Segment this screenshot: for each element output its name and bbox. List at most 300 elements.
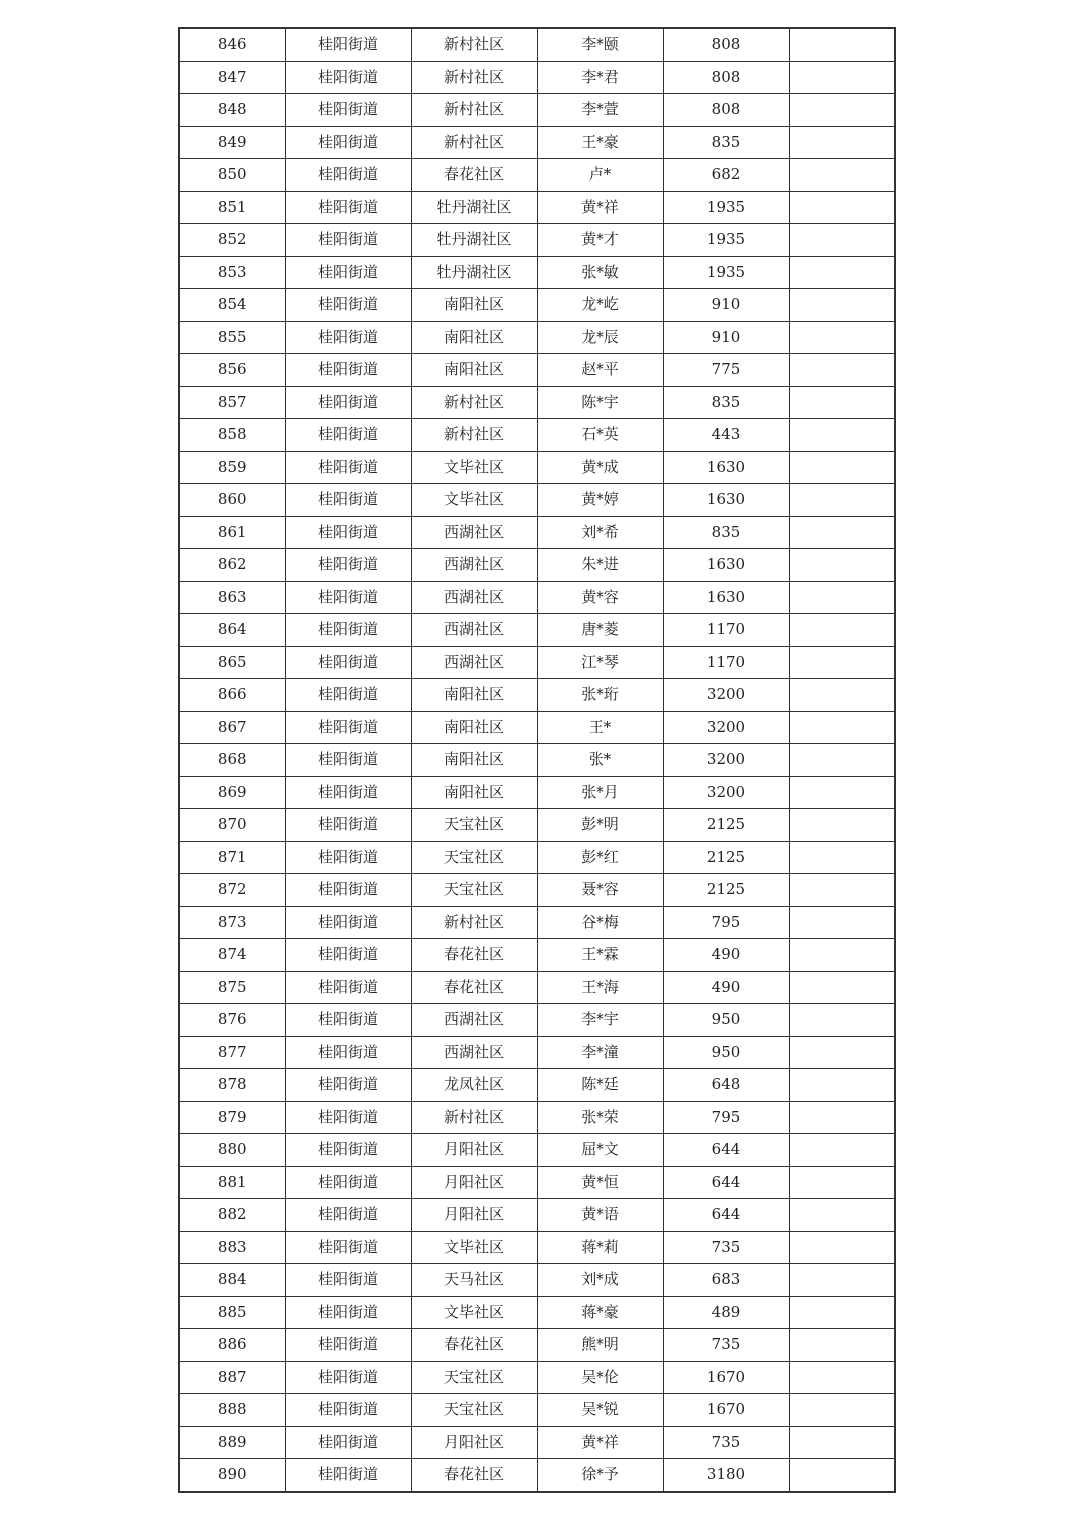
serial-number-cell: 871: [179, 841, 285, 874]
serial-number-cell: 870: [179, 809, 285, 842]
community-cell: 春花社区: [411, 939, 537, 972]
name-cell: 李*萱: [537, 94, 663, 127]
table-row: [179, 809, 895, 842]
name-cell: 刘*希: [537, 516, 663, 549]
name-cell: 彭*红: [537, 841, 663, 874]
table-row: [179, 191, 895, 224]
amount-cell: 3200: [663, 776, 789, 809]
table-body: [179, 28, 895, 1492]
name-cell: 石*英: [537, 419, 663, 452]
remark-cell: [789, 61, 895, 94]
remark-cell: [789, 1166, 895, 1199]
table-row: [179, 646, 895, 679]
community-cell: 文毕社区: [411, 484, 537, 517]
name-cell: 王*豪: [537, 126, 663, 159]
street-cell: 桂阳街道: [285, 1199, 411, 1232]
table-row: [179, 1394, 895, 1427]
name-cell: 徐*予: [537, 1459, 663, 1492]
name-cell: 黄*容: [537, 581, 663, 614]
name-cell: 黄*恒: [537, 1166, 663, 1199]
community-cell: 新村社区: [411, 1101, 537, 1134]
serial-number-cell: 850: [179, 159, 285, 192]
community-cell: 牡丹湖社区: [411, 256, 537, 289]
name-cell: 张*荣: [537, 1101, 663, 1134]
serial-number-cell: 884: [179, 1264, 285, 1297]
serial-number-cell: 848: [179, 94, 285, 127]
amount-cell: 490: [663, 971, 789, 1004]
name-cell: 谷*梅: [537, 906, 663, 939]
street-cell: 桂阳街道: [285, 971, 411, 1004]
table-row: [179, 256, 895, 289]
remark-cell: [789, 1134, 895, 1167]
table-row: [179, 1296, 895, 1329]
table-row: [179, 61, 895, 94]
community-cell: 龙凤社区: [411, 1069, 537, 1102]
table-row: [179, 419, 895, 452]
name-cell: 龙*辰: [537, 321, 663, 354]
table-row: [179, 1459, 895, 1492]
serial-number-cell: 879: [179, 1101, 285, 1134]
street-cell: 桂阳街道: [285, 1166, 411, 1199]
remark-cell: [789, 451, 895, 484]
remark-cell: [789, 28, 895, 61]
amount-cell: 735: [663, 1231, 789, 1264]
amount-cell: 3200: [663, 679, 789, 712]
amount-cell: 3200: [663, 711, 789, 744]
name-cell: 蒋*莉: [537, 1231, 663, 1264]
name-cell: 黄*祥: [537, 191, 663, 224]
amount-cell: 808: [663, 28, 789, 61]
table-row: [179, 581, 895, 614]
serial-number-cell: 855: [179, 321, 285, 354]
street-cell: 桂阳街道: [285, 1004, 411, 1037]
table-row: [179, 679, 895, 712]
street-cell: 桂阳街道: [285, 159, 411, 192]
street-cell: 桂阳街道: [285, 1459, 411, 1492]
remark-cell: [789, 191, 895, 224]
street-cell: 桂阳街道: [285, 126, 411, 159]
table-row: [179, 1329, 895, 1362]
name-cell: 王*霖: [537, 939, 663, 972]
serial-number-cell: 872: [179, 874, 285, 907]
remark-cell: [789, 776, 895, 809]
table-row: [179, 1166, 895, 1199]
serial-number-cell: 880: [179, 1134, 285, 1167]
amount-cell: 1630: [663, 451, 789, 484]
remark-cell: [789, 1101, 895, 1134]
table-row: [179, 1069, 895, 1102]
serial-number-cell: 888: [179, 1394, 285, 1427]
name-cell: 李*颐: [537, 28, 663, 61]
name-cell: 唐*菱: [537, 614, 663, 647]
serial-number-cell: 877: [179, 1036, 285, 1069]
street-cell: 桂阳街道: [285, 1296, 411, 1329]
remark-cell: [789, 256, 895, 289]
remark-cell: [789, 1361, 895, 1394]
remark-cell: [789, 679, 895, 712]
remark-cell: [789, 874, 895, 907]
table-row: [179, 614, 895, 647]
community-cell: 月阳社区: [411, 1426, 537, 1459]
community-cell: 新村社区: [411, 28, 537, 61]
table-row: [179, 516, 895, 549]
serial-number-cell: 875: [179, 971, 285, 1004]
street-cell: 桂阳街道: [285, 61, 411, 94]
amount-cell: 489: [663, 1296, 789, 1329]
serial-number-cell: 857: [179, 386, 285, 419]
amount-cell: 3200: [663, 744, 789, 777]
table-row: [179, 1199, 895, 1232]
serial-number-cell: 885: [179, 1296, 285, 1329]
remark-cell: [789, 939, 895, 972]
name-cell: 黄*成: [537, 451, 663, 484]
serial-number-cell: 883: [179, 1231, 285, 1264]
serial-number-cell: 886: [179, 1329, 285, 1362]
serial-number-cell: 881: [179, 1166, 285, 1199]
community-cell: 新村社区: [411, 94, 537, 127]
table-row: [179, 906, 895, 939]
street-cell: 桂阳街道: [285, 1264, 411, 1297]
table-row: [179, 354, 895, 387]
name-cell: 陈*宇: [537, 386, 663, 419]
street-cell: 桂阳街道: [285, 256, 411, 289]
remark-cell: [789, 1329, 895, 1362]
amount-cell: 644: [663, 1199, 789, 1232]
street-cell: 桂阳街道: [285, 1426, 411, 1459]
serial-number-cell: 858: [179, 419, 285, 452]
street-cell: 桂阳街道: [285, 1329, 411, 1362]
street-cell: 桂阳街道: [285, 1231, 411, 1264]
table-row: [179, 841, 895, 874]
name-cell: 聂*容: [537, 874, 663, 907]
amount-cell: 644: [663, 1134, 789, 1167]
serial-number-cell: 861: [179, 516, 285, 549]
community-cell: 月阳社区: [411, 1166, 537, 1199]
remark-cell: [789, 126, 895, 159]
table-row: [179, 711, 895, 744]
community-cell: 南阳社区: [411, 354, 537, 387]
street-cell: 桂阳街道: [285, 1069, 411, 1102]
community-cell: 新村社区: [411, 906, 537, 939]
remark-cell: [789, 321, 895, 354]
name-cell: 吴*锐: [537, 1394, 663, 1427]
name-cell: 熊*明: [537, 1329, 663, 1362]
name-cell: 卢*: [537, 159, 663, 192]
street-cell: 桂阳街道: [285, 581, 411, 614]
amount-cell: 1170: [663, 614, 789, 647]
community-cell: 春花社区: [411, 1329, 537, 1362]
amount-cell: 1630: [663, 484, 789, 517]
name-cell: 张*月: [537, 776, 663, 809]
street-cell: 桂阳街道: [285, 224, 411, 257]
amount-cell: 775: [663, 354, 789, 387]
amount-cell: 644: [663, 1166, 789, 1199]
community-cell: 新村社区: [411, 126, 537, 159]
community-cell: 春花社区: [411, 971, 537, 1004]
community-cell: 西湖社区: [411, 549, 537, 582]
name-cell: 蒋*豪: [537, 1296, 663, 1329]
remark-cell: [789, 1069, 895, 1102]
table-row: [179, 28, 895, 61]
amount-cell: 950: [663, 1004, 789, 1037]
amount-cell: 682: [663, 159, 789, 192]
community-cell: 新村社区: [411, 419, 537, 452]
serial-number-cell: 887: [179, 1361, 285, 1394]
remark-cell: [789, 354, 895, 387]
table-row: [179, 484, 895, 517]
remark-cell: [789, 646, 895, 679]
community-cell: 天宝社区: [411, 1394, 537, 1427]
amount-cell: 795: [663, 1101, 789, 1134]
street-cell: 桂阳街道: [285, 874, 411, 907]
community-cell: 春花社区: [411, 1459, 537, 1492]
serial-number-cell: 889: [179, 1426, 285, 1459]
remark-cell: [789, 614, 895, 647]
street-cell: 桂阳街道: [285, 711, 411, 744]
community-cell: 月阳社区: [411, 1199, 537, 1232]
remark-cell: [789, 484, 895, 517]
street-cell: 桂阳街道: [285, 354, 411, 387]
amount-cell: 2125: [663, 874, 789, 907]
street-cell: 桂阳街道: [285, 939, 411, 972]
community-cell: 西湖社区: [411, 1036, 537, 1069]
community-cell: 牡丹湖社区: [411, 224, 537, 257]
name-cell: 李*君: [537, 61, 663, 94]
community-cell: 天宝社区: [411, 809, 537, 842]
community-cell: 南阳社区: [411, 679, 537, 712]
remark-cell: [789, 1296, 895, 1329]
amount-cell: 808: [663, 94, 789, 127]
street-cell: 桂阳街道: [285, 516, 411, 549]
remark-cell: [789, 809, 895, 842]
table-row: [179, 971, 895, 1004]
street-cell: 桂阳街道: [285, 321, 411, 354]
name-cell: 张*珩: [537, 679, 663, 712]
table-row: [179, 94, 895, 127]
table-row: [179, 1231, 895, 1264]
community-cell: 牡丹湖社区: [411, 191, 537, 224]
serial-number-cell: 878: [179, 1069, 285, 1102]
community-cell: 天宝社区: [411, 1361, 537, 1394]
name-cell: 赵*平: [537, 354, 663, 387]
table-row: [179, 1264, 895, 1297]
table-row: [179, 1036, 895, 1069]
remark-cell: [789, 1459, 895, 1492]
amount-cell: 1170: [663, 646, 789, 679]
name-cell: 吴*伦: [537, 1361, 663, 1394]
amount-cell: 835: [663, 516, 789, 549]
community-cell: 天马社区: [411, 1264, 537, 1297]
amount-cell: 2125: [663, 841, 789, 874]
table-row: [179, 224, 895, 257]
remark-cell: [789, 1004, 895, 1037]
remark-cell: [789, 159, 895, 192]
serial-number-cell: 864: [179, 614, 285, 647]
remark-cell: [789, 711, 895, 744]
street-cell: 桂阳街道: [285, 776, 411, 809]
amount-cell: 1670: [663, 1361, 789, 1394]
amount-cell: 950: [663, 1036, 789, 1069]
serial-number-cell: 863: [179, 581, 285, 614]
name-cell: 李*潼: [537, 1036, 663, 1069]
amount-cell: 1935: [663, 191, 789, 224]
remark-cell: [789, 1394, 895, 1427]
serial-number-cell: 849: [179, 126, 285, 159]
serial-number-cell: 847: [179, 61, 285, 94]
name-cell: 黄*婷: [537, 484, 663, 517]
amount-cell: 735: [663, 1329, 789, 1362]
remark-cell: [789, 581, 895, 614]
serial-number-cell: 876: [179, 1004, 285, 1037]
serial-number-cell: 874: [179, 939, 285, 972]
community-cell: 南阳社区: [411, 776, 537, 809]
amount-cell: 795: [663, 906, 789, 939]
remark-cell: [789, 94, 895, 127]
amount-cell: 3180: [663, 1459, 789, 1492]
community-cell: 新村社区: [411, 386, 537, 419]
serial-number-cell: 882: [179, 1199, 285, 1232]
serial-number-cell: 854: [179, 289, 285, 322]
name-cell: 黄*祥: [537, 1426, 663, 1459]
street-cell: 桂阳街道: [285, 646, 411, 679]
name-cell: 黄*语: [537, 1199, 663, 1232]
table-row: [179, 744, 895, 777]
serial-number-cell: 868: [179, 744, 285, 777]
street-cell: 桂阳街道: [285, 386, 411, 419]
serial-number-cell: 859: [179, 451, 285, 484]
table-row: [179, 874, 895, 907]
serial-number-cell: 865: [179, 646, 285, 679]
table-row: [179, 776, 895, 809]
remark-cell: [789, 906, 895, 939]
table-row: [179, 159, 895, 192]
name-cell: 王*海: [537, 971, 663, 1004]
table-row: [179, 126, 895, 159]
name-cell: 屈*文: [537, 1134, 663, 1167]
amount-cell: 910: [663, 289, 789, 322]
amount-cell: 835: [663, 126, 789, 159]
street-cell: 桂阳街道: [285, 809, 411, 842]
remark-cell: [789, 419, 895, 452]
table-row: [179, 451, 895, 484]
serial-number-cell: 862: [179, 549, 285, 582]
remark-cell: [789, 1231, 895, 1264]
amount-cell: 683: [663, 1264, 789, 1297]
name-cell: 张*: [537, 744, 663, 777]
remark-cell: [789, 1036, 895, 1069]
remark-cell: [789, 1264, 895, 1297]
serial-number-cell: 867: [179, 711, 285, 744]
table-row: [179, 1134, 895, 1167]
community-cell: 文毕社区: [411, 1231, 537, 1264]
community-cell: 西湖社区: [411, 581, 537, 614]
community-cell: 西湖社区: [411, 614, 537, 647]
serial-number-cell: 853: [179, 256, 285, 289]
street-cell: 桂阳街道: [285, 1036, 411, 1069]
table-row: [179, 321, 895, 354]
amount-cell: 443: [663, 419, 789, 452]
amount-cell: 1935: [663, 256, 789, 289]
name-cell: 张*敏: [537, 256, 663, 289]
street-cell: 桂阳街道: [285, 549, 411, 582]
serial-number-cell: 851: [179, 191, 285, 224]
amount-cell: 1935: [663, 224, 789, 257]
amount-cell: 835: [663, 386, 789, 419]
street-cell: 桂阳街道: [285, 679, 411, 712]
community-cell: 天宝社区: [411, 841, 537, 874]
amount-cell: 735: [663, 1426, 789, 1459]
recipient-table: [178, 27, 896, 1493]
serial-number-cell: 866: [179, 679, 285, 712]
street-cell: 桂阳街道: [285, 191, 411, 224]
table-row: [179, 1004, 895, 1037]
community-cell: 月阳社区: [411, 1134, 537, 1167]
remark-cell: [789, 386, 895, 419]
community-cell: 春花社区: [411, 159, 537, 192]
table-row: [179, 549, 895, 582]
street-cell: 桂阳街道: [285, 1134, 411, 1167]
street-cell: 桂阳街道: [285, 484, 411, 517]
remark-cell: [789, 224, 895, 257]
name-cell: 陈*廷: [537, 1069, 663, 1102]
street-cell: 桂阳街道: [285, 1394, 411, 1427]
serial-number-cell: 890: [179, 1459, 285, 1492]
serial-number-cell: 873: [179, 906, 285, 939]
community-cell: 文毕社区: [411, 1296, 537, 1329]
name-cell: 龙*屹: [537, 289, 663, 322]
serial-number-cell: 860: [179, 484, 285, 517]
remark-cell: [789, 289, 895, 322]
street-cell: 桂阳街道: [285, 744, 411, 777]
street-cell: 桂阳街道: [285, 28, 411, 61]
remark-cell: [789, 1426, 895, 1459]
community-cell: 西湖社区: [411, 516, 537, 549]
table-row: [179, 386, 895, 419]
street-cell: 桂阳街道: [285, 614, 411, 647]
table-row: [179, 1426, 895, 1459]
serial-number-cell: 869: [179, 776, 285, 809]
street-cell: 桂阳街道: [285, 841, 411, 874]
street-cell: 桂阳街道: [285, 906, 411, 939]
street-cell: 桂阳街道: [285, 1101, 411, 1134]
remark-cell: [789, 744, 895, 777]
amount-cell: 1630: [663, 549, 789, 582]
table-row: [179, 289, 895, 322]
community-cell: 西湖社区: [411, 646, 537, 679]
community-cell: 新村社区: [411, 61, 537, 94]
community-cell: 南阳社区: [411, 321, 537, 354]
amount-cell: 808: [663, 61, 789, 94]
amount-cell: 648: [663, 1069, 789, 1102]
amount-cell: 490: [663, 939, 789, 972]
name-cell: 李*宇: [537, 1004, 663, 1037]
community-cell: 南阳社区: [411, 289, 537, 322]
serial-number-cell: 852: [179, 224, 285, 257]
amount-cell: 2125: [663, 809, 789, 842]
street-cell: 桂阳街道: [285, 451, 411, 484]
remark-cell: [789, 549, 895, 582]
name-cell: 刘*成: [537, 1264, 663, 1297]
document-table-container: [178, 27, 894, 1493]
serial-number-cell: 856: [179, 354, 285, 387]
serial-number-cell: 846: [179, 28, 285, 61]
community-cell: 南阳社区: [411, 711, 537, 744]
community-cell: 南阳社区: [411, 744, 537, 777]
table-row: [179, 939, 895, 972]
table-row: [179, 1101, 895, 1134]
community-cell: 文毕社区: [411, 451, 537, 484]
table-row: [179, 1361, 895, 1394]
